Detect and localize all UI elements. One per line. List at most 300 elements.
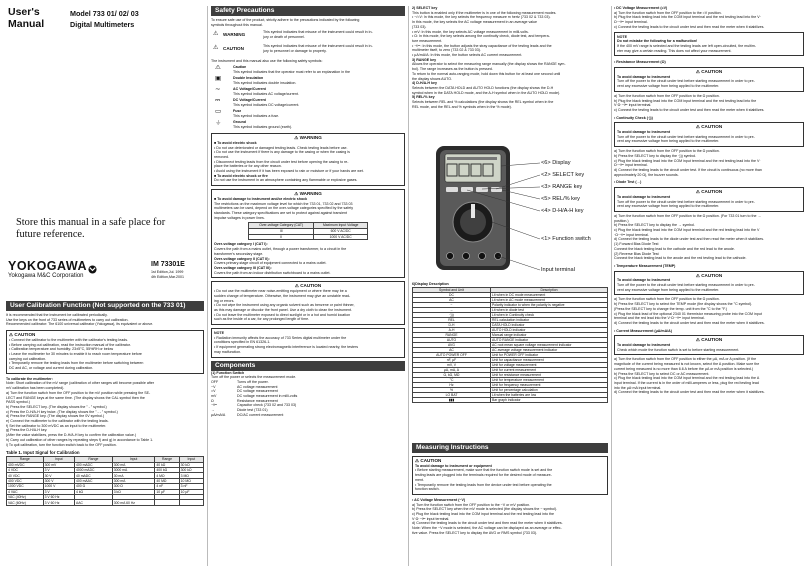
dh-key-line: Selects between the DATA HOLD and AUTO HOLD functions (the display shows the D-H — [412, 85, 554, 90]
note-bold: Do not mistake the following for a malfunction! — [617, 39, 698, 44]
select-key-line: multimeter itself, to zero (733 02 & 733 03). — [412, 48, 481, 53]
procedure-step: e) Connect the multimeter to the calibrator with the testing leads. — [6, 419, 109, 424]
note-title: NOTE — [617, 34, 627, 39]
display-symbol-cell: RANGE — [413, 333, 491, 338]
caution-def-text: This symbol indicates that misuse of the instrument could result in in- — [263, 44, 373, 49]
keys-description — [412, 6, 608, 109]
display-desc-header: Description — [491, 287, 608, 292]
warning-box-2 — [211, 189, 405, 278]
diode-step: position.) — [614, 218, 629, 223]
calibration-intro-line: It is recommended that the instrument be calibrated periodically. — [6, 313, 108, 317]
avoid-damage-item: impulse voltages in power lines. — [214, 215, 265, 220]
caution-line: vent any excessive voltage from being applied to the multimeter. — [617, 204, 720, 209]
safety-symbol-desc: This symbol indicates a fuse. — [233, 113, 280, 118]
ovc-cell: III — [249, 229, 314, 235]
avoid-shock-item: • Do not use the instrument if there is any damage to the casing or when the casing is — [214, 150, 350, 155]
caution-item: • Before carrying out calibration, read the instruction manual of the calibrator. — [9, 342, 131, 347]
calibration-table-cell: VAC (40Hz) — [7, 495, 44, 500]
caution-item: as this may damage or discolor the front panel. Use a dry cloth to clean the instrument. — [214, 307, 353, 312]
current-caution-box — [614, 335, 804, 355]
dc-voltage-step: Ω·⊣⊢ input terminal. — [614, 20, 648, 25]
display-desc-cell: AC average voltage measurement indicator — [491, 348, 608, 353]
ac-voltage-title: • AC Voltage Measurement (~V) — [412, 497, 466, 502]
avoid-shock-item: removed. — [214, 154, 229, 159]
ground-icon: ⏚ — [215, 120, 222, 127]
temperature-step: b) Press the SELECT key to select the TEMP mode (the display shows the °C symbol). — [614, 302, 753, 307]
function-switch-desc: Capacitor check (733 02 and 733 03) — [237, 403, 297, 408]
calibration-table-cell: 4 VDC — [7, 468, 44, 473]
current-step: b) Press the SELECT key to select DC or AC measurement. — [614, 371, 710, 376]
avoid-shock-title: ■ To avoid electric shock — [214, 140, 257, 145]
caution-item: • Do not leave the multimeter exposed to direct sunlight or in a hot and humid location — [214, 312, 351, 317]
warning-triangle-icon: ⚠ — [9, 333, 15, 338]
caution-item: carrying out calibration. — [9, 356, 47, 361]
brand-block — [6, 257, 204, 285]
display-symbol-cell: REL — [413, 318, 491, 323]
safety-symbol-desc: This symbol indicates ground (earth). — [233, 124, 293, 129]
select-key-line: (733 03). — [412, 24, 427, 29]
manual-title-line1: User's — [8, 6, 40, 18]
safety-intro-line: To ensure safe use of the product, strictly adhere to the precautions indicated by the following — [211, 18, 360, 22]
safety-symbol-name: Ground — [233, 120, 246, 125]
temperature-step: terminal and the red lead into the V·Ω·⊣⊢ input terminal. — [614, 316, 705, 321]
display-symbol-cell: mV, V — [413, 363, 491, 368]
components-intro: Turn off the power or selects the measurement mode. — [211, 375, 297, 380]
calibration-table-cell: 300 Ω — [112, 484, 155, 489]
components-body — [211, 371, 405, 418]
note-item: • Radiation immunity affects the accuracy of 733 Series digital multimeter under the — [214, 335, 347, 340]
display-symbol-cell: Ω, kΩ, MΩ — [413, 373, 491, 378]
calibration-table-cell: 30 mA — [112, 473, 155, 478]
display-symbol-cell: A-H — [413, 328, 491, 333]
title-block — [6, 6, 204, 52]
calibration-table-title: Table 1. Input Signal for Calibration — [6, 450, 80, 456]
caution-line: Turn off the power to the circuit under test before starting measurement in order to pre- — [617, 283, 755, 288]
procedure-step: Note: Short calibration of the mV range (calibration of other ranges will become possible after — [6, 381, 155, 386]
caution-item: • Do not wipe the instrument using any organic solvent such as benzene or paint thinner, — [214, 303, 355, 308]
symbols-list — [211, 65, 405, 130]
callout-range-key: <3> RANGE key — [541, 184, 583, 190]
calibration-section — [6, 301, 204, 506]
note-box — [211, 328, 405, 358]
display-desc-cell: Unit for temperature measurement — [491, 378, 608, 383]
current-step: c) Plug the black testing lead into the COM input terminal and the red testing lead into the A — [614, 376, 760, 381]
calibration-table-cell: 1000 VDC — [7, 484, 44, 489]
function-switch-symbol: Ω — [211, 398, 214, 403]
continuity-caution-box — [614, 122, 804, 147]
calibration-table-cell: 3 V — [43, 489, 74, 494]
dc-voltage-section — [614, 6, 804, 30]
procedure-step: LECT and RANGE keys at the same time. (The display shows the CAL symbol then the — [6, 395, 145, 400]
resistance-step: V·Ω·⊣⊢ input terminal. — [614, 103, 652, 108]
caution-line: vent any excessive voltage from being applied to the multimeter. — [617, 287, 720, 292]
store-notice-line2: future reference. — [16, 229, 85, 240]
display-desc-cell: Unit for voltage measurement — [491, 363, 608, 368]
resistance-step: c) Connect the testing leads to the circuit under test and then read the meter when it stabilizes. — [614, 107, 765, 112]
calibration-table-cell: 40 MΩ — [155, 478, 179, 483]
continuity-step: d) Connect the testing leads to the circuit under test. If the circuit is continuous (no more than — [614, 167, 762, 172]
select-key-line: • ~/=V: In this mode, the key selects the frequency measure m hertz (733 02 & 733 03). — [412, 15, 551, 20]
caution-triangle-icon: ⚠ — [695, 190, 702, 195]
cat-note: transformer's secondary stage. — [214, 251, 264, 256]
procedure-step: (After the value stabilizes, press the D-H/A-H key to confirm the calibration value.) — [6, 433, 137, 438]
calibration-table-cell: 400 Ω — [75, 484, 113, 489]
table-row — [413, 398, 608, 403]
display-symbol-cell: D-H — [413, 323, 491, 328]
column-right — [614, 6, 804, 567]
caution-item: • Before starting measurement, make sure that the function switch mode is set and the — [415, 468, 553, 473]
caution-line: Turn off the power to the circuit under test before starting measurement in order to pre- — [617, 79, 755, 84]
current-title: • Current Measurement (μA/mA/A) — [614, 328, 672, 333]
double-insulation-icon: ▣ — [215, 76, 222, 83]
calibration-table-cell: 10 MΩ — [179, 478, 203, 483]
safety-symbol-desc: This symbol indicates that the operator must refer to an explanation in the — [233, 69, 351, 74]
procedure-step: a) Turn the function switch from the OFF position to the mV position while pressing the SE- — [6, 390, 151, 395]
current-step: d) Connect the testing leads to the circuit under test and then read the meter when it stabilizes. — [614, 390, 765, 395]
function-switch-desc: Diode test (733 01) — [237, 408, 268, 413]
continuity-step: c) Plug the black testing lead into the COM input terminal and the red testing lead into the V· — [614, 158, 761, 163]
cat-note: Covers the path from a mains outlet, through a power transformer, to a circuit in the — [214, 247, 347, 252]
calibration-table-cell: 3 V 60 Hz — [43, 495, 74, 500]
select-key-title: 2) SELECT key — [412, 6, 438, 10]
dh-key-title: 4) D-H/A-H key — [412, 81, 437, 86]
caution-line: Turn off the power to the circuit under test before starting measurement in order to pre- — [617, 134, 755, 139]
display-desc-cell: Manual range indicator — [491, 333, 608, 338]
current-step: current being measured is no more than 6.6 A before the μA or mA position is selected.) — [614, 366, 754, 371]
display-desc-cell: DATA HOLD indicator — [491, 323, 608, 328]
current-steps — [614, 357, 804, 395]
current-step: input terminal. If the current is in the order of milli-amperes or less, plug the red testing lead — [614, 381, 759, 385]
select-key-line: ture measurement. — [412, 38, 443, 43]
safety-symbol-row — [211, 76, 405, 86]
calibration-caution-label: CAUTION — [14, 333, 36, 338]
display-desc-table — [412, 287, 608, 403]
callout-select-key: <2> SELECT key — [541, 172, 585, 178]
continuity-steps — [614, 149, 804, 177]
dc-voltage-step: a) Turn the function switch from the OFF position to the =V position. — [614, 10, 722, 15]
caution-label: CAUTION — [701, 273, 723, 278]
caution-item: ing or errors. — [214, 298, 235, 303]
measuring-title: Measuring Instructions — [412, 443, 608, 453]
calibration-table-cell: 300 mA — [112, 478, 155, 483]
continuity-step: b) Press the SELECT key to display the ·))) symbol. — [614, 153, 697, 158]
ac-voltage-step: V·Ω·⊣⊢ input terminal. — [412, 516, 450, 521]
display-symbol-cell: AC — [413, 348, 491, 353]
ac-icon: ∼ — [215, 87, 221, 94]
avoid-shock-item: place the batteries or for any other reason. — [214, 164, 282, 169]
safety-intro-line: symbols throughout this manual. — [211, 22, 263, 27]
function-switch-symbol: ⊣⊢ — [211, 403, 218, 408]
calibration-table-cell: 400 mAAC — [75, 478, 113, 483]
calibration-table-cell: 3 kΩ — [112, 489, 155, 494]
temperature-title: • Temperature Measurement (TEMP) — [614, 263, 676, 268]
ac-voltage-step: b) Press the SELECT key when the mV mode is selected (the display shows the ~ symbol). — [412, 507, 558, 512]
avoid-shock-item: • Disconnect testing leads from the circuit under test before opening the casing to re- — [214, 159, 349, 164]
overvoltage-table — [248, 222, 368, 240]
range-key-line: the display shows AUTO. — [412, 76, 453, 81]
function-switch-desc: AC voltage measurement — [237, 384, 278, 389]
calibration-title: User Calibration Function (Not supported on the 733 01) — [6, 301, 204, 311]
function-switch-symbol: → — [211, 408, 215, 413]
caution-triangle-icon: ⚠ — [294, 284, 301, 289]
calibration-table-cell: 300 V — [43, 478, 74, 483]
rel-key-title: 5) REL/% key — [412, 95, 435, 100]
malfunction-note-box — [614, 32, 804, 57]
table-row — [249, 234, 368, 240]
calibration-table-cell: 3 nF — [179, 484, 203, 489]
measuring-section — [412, 443, 608, 536]
diode-steps — [614, 214, 804, 261]
caution-triangle-icon: ⚠ — [695, 125, 702, 130]
callout-dh-key: <4> D-H/A-H key — [541, 208, 584, 214]
company-name: Yokogawa M&C Corporation — [8, 273, 84, 279]
range-key-line: To return to the normal auto-ranging mode, hold down this button for at least one second until — [412, 71, 561, 76]
current-step: into the μA·mA input terminal. — [614, 385, 662, 390]
components-subtitle: (1) Function Switch — [211, 370, 245, 375]
calibration-table-cell: 4 nF — [155, 484, 179, 489]
calibration-table-cell: 400 mADC — [75, 462, 113, 467]
note-item: may malfunction. — [214, 349, 242, 354]
warning-def-text: This symbol indicates that misuse of the instrument could result in in- — [263, 30, 373, 35]
display-desc-cell: Lit when in AC mode measurement — [491, 298, 608, 303]
calibration-table-cell — [155, 500, 179, 505]
function-switch-desc: DC voltage measurement in milli-volts — [237, 394, 298, 398]
callout-rel-key: <5> REL/% key — [541, 196, 580, 202]
procedure-step: c) Press the D-H/A-H key twice. (The display shows the " - - " symbol.) — [6, 409, 118, 414]
calibration-table-cell: 3000 mA — [112, 468, 155, 473]
caution-sub: To avoid damage to instrument — [617, 130, 671, 135]
calibration-table-cell: 400 kΩ — [155, 468, 179, 473]
diode-step: Connect the black testing lead to the anode and the red testing lead to the cathode. — [614, 256, 747, 261]
function-switch-symbol: mV — [211, 394, 217, 398]
caution-label: CAUTION — [701, 338, 723, 343]
diode-step: d) Connect the testing leads to the diode under test and then read the meter when it stabilizes. — [614, 237, 765, 242]
store-notice — [16, 217, 165, 241]
function-switch-list — [211, 380, 405, 418]
note-line: If the 400 mV range is selected and the testing leads are left open-circuited, the multim- — [617, 43, 757, 48]
calibration-table-cell: 300 mA — [112, 462, 155, 467]
safety-symbol-name: Caution — [233, 65, 247, 70]
rel-key-line: REL mode, and the REL and % symbols when in the % mode). — [412, 104, 512, 109]
caution-def-label: CAUTION — [223, 46, 244, 52]
temperature-step: a) Turn the function switch from the OFF position to the Ω position. — [614, 297, 720, 302]
safety-symbol-name: Fuse — [233, 109, 242, 114]
avoid-shock-item: • Avoid using the instrument if it has been exposed to rain or moisture or if your hands are wet. — [214, 169, 364, 174]
caution-item: function switch. — [415, 487, 440, 492]
note-line: eter may give a certain reading. This does not affect your measurement. — [617, 48, 732, 53]
manual-title-line2: Manual — [8, 18, 45, 30]
caution-sub: To avoid damage to instrument — [617, 343, 671, 348]
doc-number: IM 73301E — [151, 261, 185, 268]
warning-triangle-icon: ⚠ — [213, 31, 219, 38]
display-symbol-cell: − — [413, 303, 491, 308]
calibration-table-header: Input — [179, 457, 203, 462]
diode-step: c) Plug the black testing lead into the COM input terminal and the red testing lead into the V — [614, 228, 760, 233]
ovc-header: Over-voltage Category (CAT) — [249, 223, 314, 229]
display-desc-cell: Unit for POWER OFF indicator — [491, 353, 608, 358]
manual-title — [8, 6, 44, 30]
store-notice-line1: Store this manual in a safe place for — [16, 217, 166, 228]
calibration-table-cell: 10 μF — [179, 489, 203, 494]
caution-line: vent any excessive voltage from being applied to the multimeter. — [617, 84, 720, 89]
fuse-icon: ▭ — [215, 109, 222, 116]
ac-voltage-step: Note: When the ~V mode is selected, the AC voltage can be displayed as an average or effec- — [412, 526, 562, 531]
caution-box-label: CAUTION — [300, 284, 322, 289]
calibration-table-cell: 10 μF — [155, 489, 179, 494]
symbols-intro: The instrument and this manual also use the following safety symbols: — [211, 59, 323, 64]
temperature-step: c) Plug the black lead of the optional 2340 01 thermistor measuring probe into the COM input — [614, 311, 762, 316]
safety-intro — [211, 18, 405, 27]
ac-voltage-step: tive value. Press the SELECT key to display the AVG or RMS symbol (733 03). — [412, 530, 538, 535]
measuring-caution-box — [412, 456, 608, 495]
components-title: Components — [211, 361, 405, 371]
display-symbol-cell: AC — [413, 298, 491, 303]
current-step: magnitude of the current being measured is not known, select the A position. Make sure the — [614, 362, 760, 367]
brand-mark-icon — [88, 261, 97, 279]
ac-voltage-step: a) Turn the function switch from the OFF position to the ~V or mV position. — [412, 502, 531, 507]
display-symbol-cell: DC — [413, 293, 491, 298]
function-switch-desc: DC/AC current measurement — [237, 412, 284, 417]
ovc-cell: 600 V AC/DC — [314, 229, 368, 235]
procedure-step: PASS symbol.) — [6, 400, 30, 405]
caution-line: vent any excessive voltage from being applied to the multimeter. — [617, 139, 720, 144]
rel-key-line: Selects between REL and % calculations (the display shows the REL symbol when in the — [412, 100, 554, 105]
caution-sub: To avoid damage to instrument — [617, 194, 671, 199]
ac-voltage-step: d) Connect the testing leads to the circuit under test and then read the meter when it stabilizes. — [412, 521, 563, 526]
diode-title: • Diode Test (→) — [614, 180, 642, 185]
display-symbol-cell: °C — [413, 378, 491, 383]
avoid-shock-item: Do not use the instrument in an atmosphere containing any flammable or explosive gases. — [214, 178, 358, 183]
continuity-step: Ω·⊣⊢ input terminal. — [614, 163, 648, 168]
resistance-step: a) Turn the function switch from the OFF position to the Ω position. — [614, 93, 720, 98]
warning-def-label: WARNING — [223, 32, 246, 38]
display-desc-cell: Unit for current measurement — [491, 368, 608, 373]
avoid-shock-item: • Do not use deteriorated or damaged testing leads. Check testing leads before use. — [214, 145, 348, 150]
column-center — [412, 6, 608, 567]
function-switch-symbol: OFF — [211, 379, 219, 384]
ovc-cell: II — [249, 234, 314, 240]
display-symbol-cell: ▮▮▮ — [413, 398, 491, 403]
caution-item: • Temporarily remove the testing leads from the multimeter before switching between — [9, 361, 144, 366]
caution-item: • Connect the calibrator to the multimeter with the calibrator's testing leads. — [9, 337, 128, 342]
current-step: a) Turn the function switch from the OFF position to either the μA, mA or A position. (If the — [614, 357, 757, 362]
calibration-caution-box — [6, 330, 204, 374]
safety-symbol-row — [211, 98, 405, 108]
cat-note: Over-voltage category III (CAT III): — [214, 265, 272, 270]
display-desc-cell: Lit when in diode test — [491, 308, 608, 313]
procedure-step: h) Carry out calibration of other ranges by repeating steps f) and g) in accordance to Table 1. — [6, 437, 154, 442]
display-symbol-cell: % — [413, 388, 491, 393]
column-left — [6, 6, 204, 567]
function-switch-desc: DC voltage measurement — [237, 389, 278, 394]
display-desc-cell: Lit when in Continuity check — [491, 313, 608, 318]
caution-triangle-icon: ⚠ — [415, 459, 421, 463]
caution-box-2 — [211, 281, 405, 325]
dc-voltage-title: • DC Voltage Measurement (=V) — [614, 6, 668, 10]
table-row — [7, 500, 204, 505]
calibration-table-cell: 4 VAC — [7, 489, 44, 494]
caution-item: ment. — [415, 477, 424, 482]
diode-step: b) Press the SELECT key to display the → symbol. — [614, 223, 696, 228]
caution-item: • Calibration temperature and humidity: 23±5°C, 55%RH or below — [9, 347, 114, 352]
display-desc-cell: Lit when in DC mode measurement — [491, 293, 608, 298]
calibration-table-cell: 300 mV — [43, 462, 74, 467]
display-desc-cell: Lit when the batteries are low — [491, 393, 608, 398]
avoid-damage-item: standards. These category specifications are set to protect against against transient — [214, 210, 347, 215]
multimeter-diagram — [412, 142, 608, 278]
edition-1: 1st Edition,Jul. 1999 — [151, 270, 184, 274]
caution-line: Turn off the power to the circuit under test before starting measurement in order to pre- — [617, 199, 755, 204]
measuring-caution-label: CAUTION — [420, 459, 442, 463]
caution-line: Check which mode the function switch is set to before starting measurement. — [617, 347, 740, 352]
caution-triangle-icon: ⚠ — [695, 70, 702, 75]
display-desc-cell: Unit for resistance measurement — [491, 373, 608, 378]
safety-symbol-desc: This symbol indicates double insulation. — [233, 80, 297, 85]
avoid-damage-item: The restrictions on the maximum voltage level for which the 733 01, 733 02 and 733 03 — [214, 201, 353, 206]
diode-step: (2) Reverse Bias Diode Test — [614, 251, 659, 256]
product-name: Digital Multimeters — [70, 20, 135, 29]
calibration-table-cell: 300 mA 60 Hz — [112, 500, 155, 505]
temperature-step: (Press the SELECT key to change the temp. unit from the °C to the °F.) — [614, 306, 728, 311]
range-key-title: 3) RANGE key — [412, 57, 437, 62]
procedure-step: i) To quit calibration, turn the function switch back to the OFF position. — [6, 442, 117, 447]
function-switch-symbol: ~V — [211, 384, 216, 389]
calibration-procedure — [6, 377, 204, 448]
calibration-table-cell: 1000 V — [43, 484, 74, 489]
dc-voltage-step: c) Connect the testing leads to the circuit under test and then read the meter when it stabilizes. — [614, 24, 765, 29]
column-divider — [611, 6, 612, 566]
range-key-line: Allows the operator to select the measuring range manually (the display shows the RANGE sym- — [412, 62, 566, 67]
select-key-line: This button is enabled only if the multimeter is in one of the following measurement modes. — [412, 10, 557, 15]
brand-logo: YOKOGAWA — [8, 259, 88, 273]
display-symbol-cell: μA, mA, A — [413, 368, 491, 373]
display-desc-header: Symbol and Unit — [413, 287, 491, 292]
calibration-intro-line: Recommended calibrator: The 6100 universal calibrator (Yokogawa), its equivalent or above. — [6, 322, 154, 327]
model-number: Model 733 01/ 02/ 03 — [70, 9, 139, 18]
note-title: NOTE — [214, 331, 224, 336]
safety-symbol-row — [211, 87, 405, 97]
note-item: • If equipment generating strong electromagnetic interference is located nearby, the testers — [214, 345, 359, 350]
caution-def — [211, 44, 405, 56]
caution-label: CAUTION — [701, 190, 723, 195]
display-symbol-cell: LO BAT — [413, 393, 491, 398]
continuity-step: approximately 20 Ω), the buzzer sounds. — [614, 172, 679, 177]
resistance-steps — [614, 94, 804, 113]
temperature-steps — [614, 297, 804, 325]
calibration-table-header: Range — [75, 457, 113, 462]
display-desc-cell: AC root mean square voltage measurement indicator — [491, 343, 608, 348]
cat-note: Over-voltage category II (CAT II): — [214, 256, 270, 261]
caution-label: CAUTION — [701, 70, 723, 75]
select-key-line: • ⊣⊢: In this mode, the button adjusts the stray capacitance of the testing leads and the — [412, 43, 552, 48]
continuity-step: a) Turn the function switch from the OFF position to the Ω position. — [614, 149, 720, 154]
safety-symbol-desc: This symbol indicates AC voltage/current. — [233, 91, 299, 96]
ovc-header: Maximum Input Voltage — [314, 223, 368, 229]
caution-item: sudden change of temperature. Otherwise, the instrument may give an unstable read- — [214, 293, 351, 298]
warning-box-label: WARNING — [299, 192, 322, 197]
cat-note: Covers primary-stage circuit of equipment connected to a mains outlet. — [214, 261, 327, 266]
procedure-step: g) Press the D-H/A-H key. — [6, 428, 48, 433]
caution-item: • Do not use the multimeter near noise-emitting equipment or where there may be a — [214, 289, 347, 294]
calibration-table-cell: 30 V — [43, 473, 74, 478]
ac-voltage-step: c) Plug the black testing lead into the COM input terminal and the red testing lead into the — [412, 512, 555, 517]
calibration-table-header: Input — [112, 457, 155, 462]
note-item: conditions specified in EN 61326-1. — [214, 340, 271, 345]
display-description — [412, 282, 608, 403]
safety-symbol-name: Double Insulation — [233, 76, 264, 81]
select-key-line: • Ω: In this mode, the key selects among the continuity check, diode test, and tempera- — [412, 34, 550, 39]
display-symbol-cell: → — [413, 308, 491, 313]
